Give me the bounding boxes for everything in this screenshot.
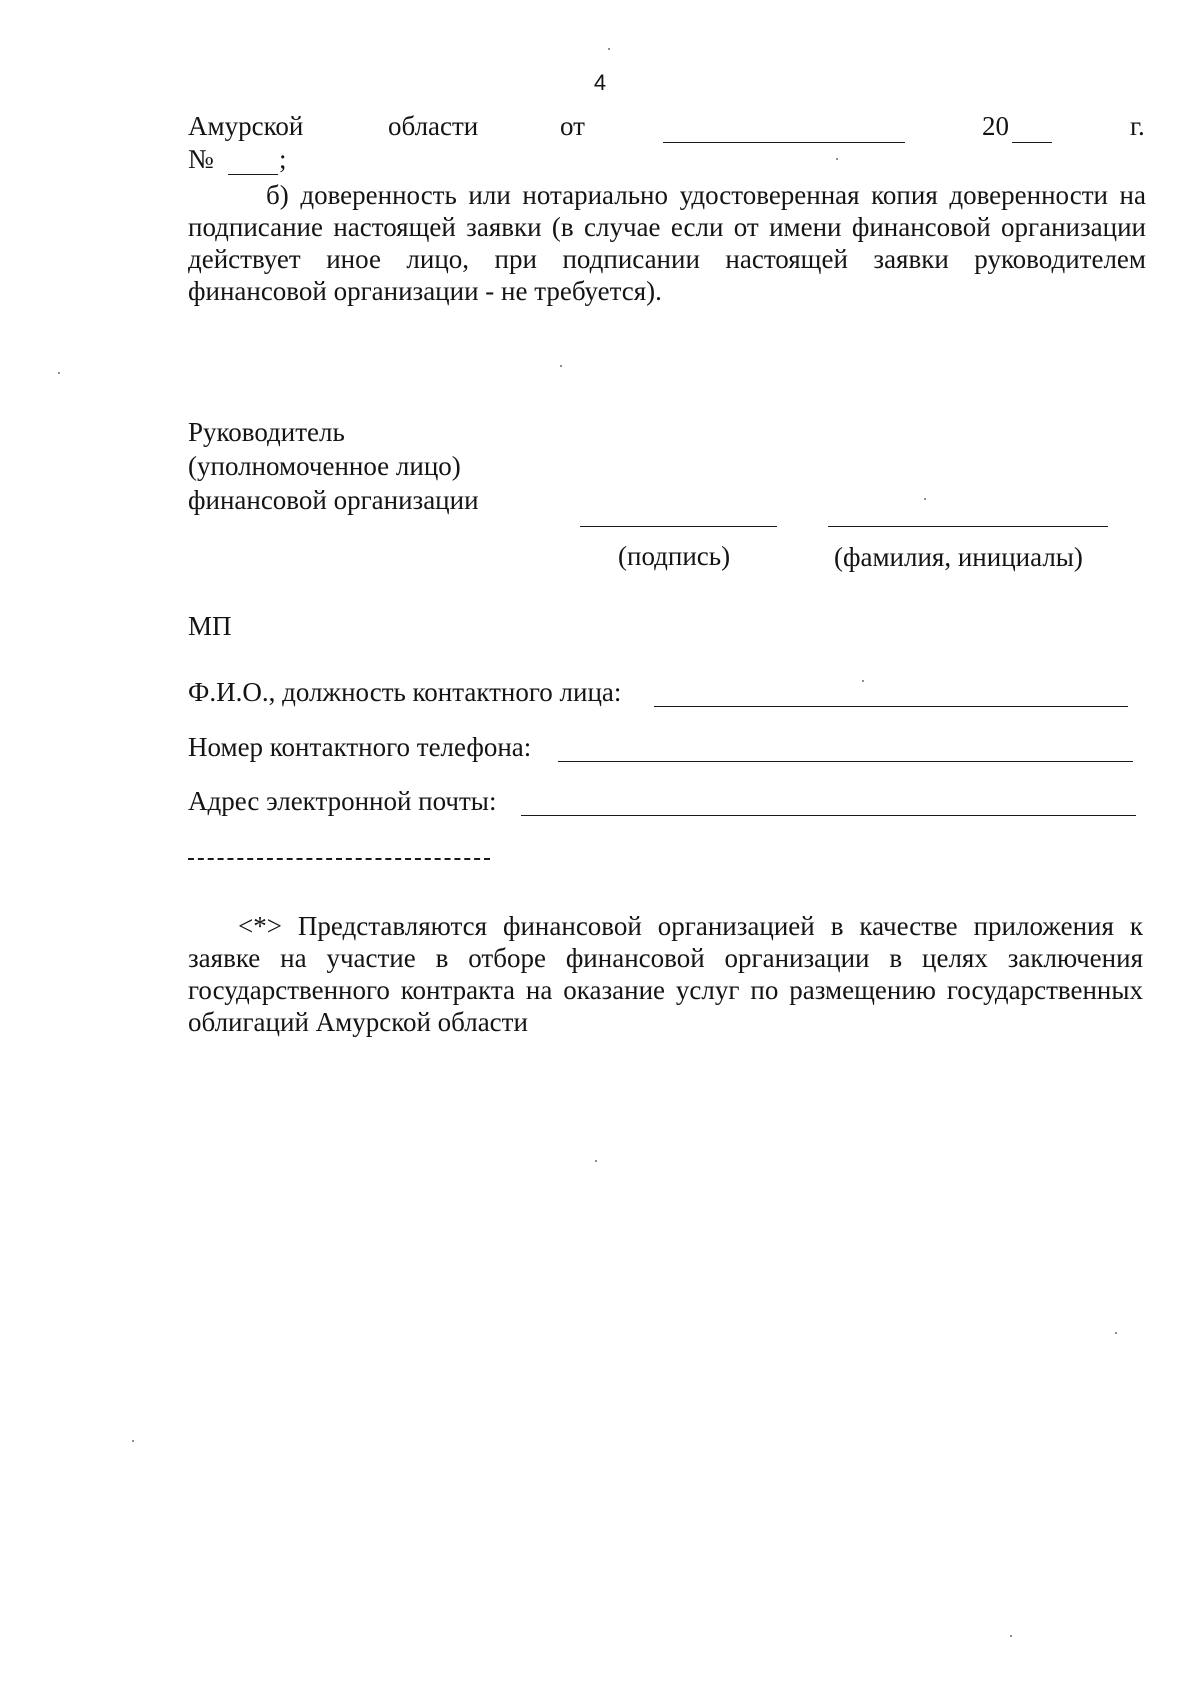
name-caption: (фамилия, инициалы) (834, 542, 1083, 572)
number-sign: № (188, 144, 214, 174)
contact-person-field (188, 676, 1128, 710)
scan-speck (132, 1440, 134, 1442)
scan-speck (608, 48, 610, 50)
top-line-word-ot: от (560, 111, 585, 141)
scan-speck (1115, 1332, 1117, 1334)
stamp-label: МП (188, 611, 232, 641)
phone-label: Номер контактного телефона: (188, 732, 532, 762)
scan-speck (862, 680, 864, 682)
signature-line (580, 526, 777, 527)
phone-line (558, 761, 1133, 762)
signature-caption: (подпись) (618, 541, 731, 571)
footnote-paragraph: <*> Представляются финансовой организацией в качестве приложения к заявке на участие в отборе финансовой организации в целях заключения государственного контракта на оказание услуг по размещению государственных облигаций Амурской области (188, 911, 1143, 1037)
scan-speck (560, 365, 562, 367)
footnote-separator (188, 858, 490, 860)
item-b-paragraph: б) доверенность или нотариально удостоверенная копия доверенности на подписание настоящей заявки (в случае если от имени финансовой организации действует иное лицо, при подписании настоящей заявки руководителем финансовой организации - не требуется). (188, 180, 1146, 306)
contact-person-line (654, 706, 1128, 707)
email-label: Адрес электронной почты: (188, 786, 497, 816)
signatory-line-2: (уполномоченное лицо) (188, 451, 461, 481)
contact-person-label: Ф.И.О., должность контактного лица: (188, 677, 622, 707)
scan-speck (1010, 1635, 1012, 1637)
page-number: 4 (593, 70, 607, 95)
year-prefix: 20 (982, 111, 1009, 141)
date-blank-line (663, 142, 905, 143)
email-line (521, 815, 1136, 816)
scan-speck (595, 1160, 597, 1162)
scan-speck (836, 158, 838, 160)
year-blank-line (1012, 142, 1052, 143)
top-line-word-oblasti: области (388, 111, 479, 141)
number-end: ; (279, 144, 287, 174)
scan-speck (924, 498, 926, 500)
phone-field (188, 731, 1133, 765)
name-line (828, 526, 1108, 527)
signatory-line-1: Руководитель (188, 417, 345, 447)
signatory-line-3: финансовой организации (188, 485, 479, 515)
number-blank-line (228, 174, 278, 175)
scan-speck (58, 372, 60, 374)
year-suffix: г. (1130, 111, 1145, 141)
top-line-word-amurskoy: Амурской (188, 111, 304, 141)
email-field (188, 785, 1136, 819)
